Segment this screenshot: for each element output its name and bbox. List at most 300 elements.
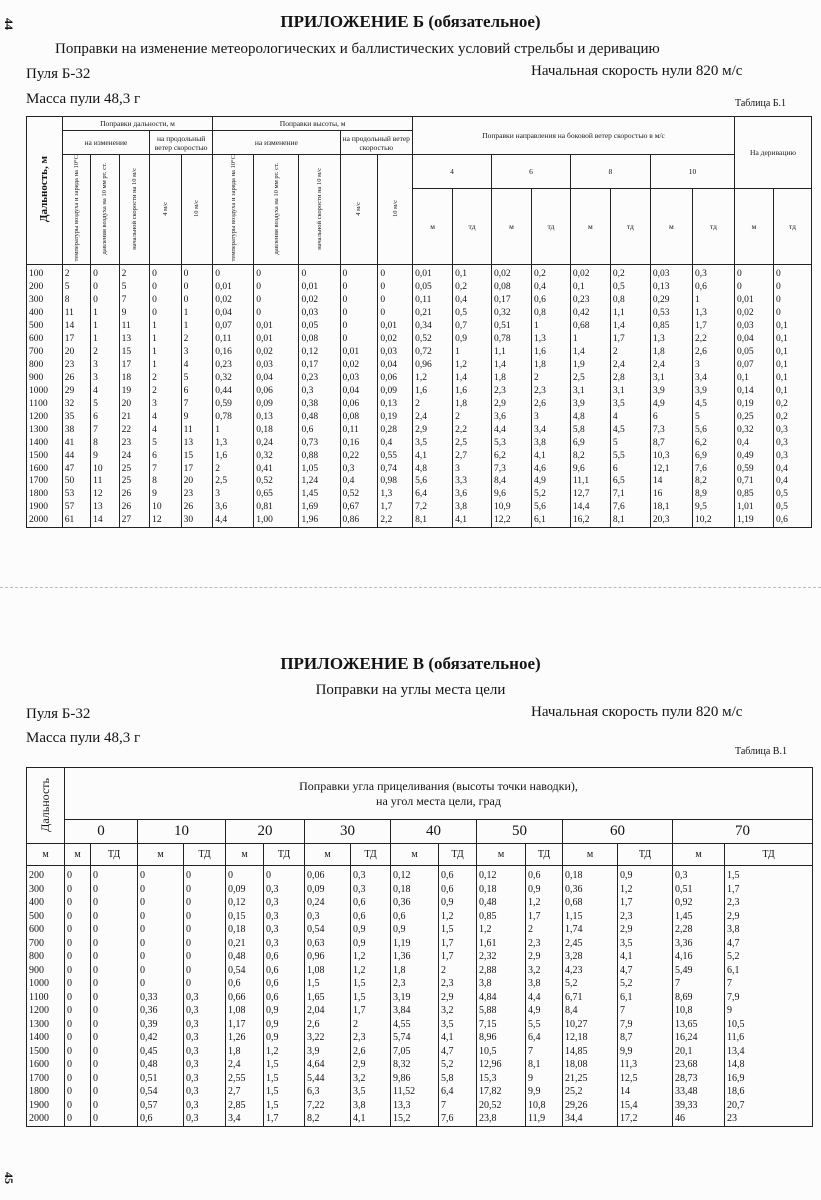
hdr-speed-4: 4 [413, 155, 492, 189]
table-cell: 0,5 [453, 307, 492, 320]
table-cell: 12 [150, 514, 182, 527]
table-cell: 1,19 [391, 937, 439, 951]
table-cell: 0,57 [138, 1099, 184, 1113]
table-cell: 6,4 [413, 488, 453, 501]
table-cell: 0,2 [610, 265, 650, 281]
table-cell: 0,18 [254, 423, 299, 436]
table-cell: 32 [62, 397, 90, 410]
table-row [27, 1018, 813, 1032]
table-cell: 1,7 [618, 896, 673, 910]
table-cell: 0 [184, 910, 226, 924]
table-cell: 0 [735, 265, 774, 281]
table-cell: 4,7 [439, 1045, 477, 1059]
table-cell: 2 [150, 372, 182, 385]
table-cell: 2 [453, 410, 492, 423]
cell-distance: 1400 [27, 1031, 65, 1045]
table-cell: 2 [181, 333, 213, 346]
table-cell: 8,4 [563, 1004, 618, 1018]
table-cell: 0,36 [563, 883, 618, 897]
appendix-v-bullet: Пуля Б-32 [26, 706, 91, 722]
table-cell: 0 [150, 307, 182, 320]
table-cell: 1,5 [264, 1058, 305, 1072]
table-cell: 1,96 [299, 514, 340, 527]
table-cell: 0,09 [378, 384, 413, 397]
table-cell: 1,6 [453, 384, 492, 397]
cell-distance: 1400 [27, 436, 63, 449]
table-cell: 1 [150, 359, 182, 372]
hdr-td: ТД [439, 844, 477, 866]
table-cell: 1,61 [477, 937, 526, 951]
table-cell: 0 [138, 896, 184, 910]
table-cell: 3,36 [673, 937, 725, 951]
hdr-m: м [492, 189, 532, 265]
table-cell: 0,18 [226, 923, 264, 937]
table-cell: 0,9 [264, 1004, 305, 1018]
table-cell: 2 [531, 372, 570, 385]
table-cell: 5,88 [477, 1004, 526, 1018]
table-cell: 5,44 [305, 1072, 351, 1086]
cell-distance: 2000 [27, 1112, 65, 1126]
table-cell: 0,09 [226, 883, 264, 897]
table-cell: 8,1 [526, 1058, 563, 1072]
table-cell: 0 [65, 964, 91, 978]
table-cell: 8 [91, 436, 119, 449]
table-cell: 4,7 [725, 937, 813, 951]
table-cell: 0,04 [213, 307, 254, 320]
table-cell: 6,4 [526, 1031, 563, 1045]
table-cell: 0,1 [773, 320, 811, 333]
table-cell: 0,02 [735, 307, 774, 320]
table-cell: 0,3 [184, 1045, 226, 1059]
hdr-td: ТД [91, 844, 138, 866]
table-cell: 0,04 [254, 372, 299, 385]
hdr-m: м [413, 189, 453, 265]
table-cell: 3 [453, 462, 492, 475]
table-cell: 3,1 [610, 384, 650, 397]
table-cell: 1 [213, 423, 254, 436]
table-cell: 0 [91, 1099, 138, 1113]
table-cell: 0,1 [773, 359, 811, 372]
table-cell: 0,6 [692, 281, 734, 294]
table-cell: 0 [91, 294, 119, 307]
table-cell: 0,6 [264, 977, 305, 991]
table-cell: 0,9 [391, 923, 439, 937]
table-cell: 0,02 [492, 265, 532, 281]
table-cell: 0,85 [650, 320, 692, 333]
table-cell: 0 [773, 307, 811, 320]
table-cell: 1,01 [735, 501, 774, 514]
table-cell: 2 [213, 462, 254, 475]
table-cell: 4,9 [526, 1004, 563, 1018]
appendix-b-title: ПРИЛОЖЕНИЕ Б (обязательное) [280, 12, 541, 31]
table-cell: 9,6 [570, 462, 610, 475]
table-cell: 1,24 [299, 475, 340, 488]
table-cell: 5 [610, 436, 650, 449]
table-cell: 1,65 [305, 991, 351, 1005]
table-cell: 5 [181, 372, 213, 385]
table-cell: 7,6 [439, 1112, 477, 1126]
table-cell: 0,2 [773, 397, 811, 410]
table-cell: 0 [91, 1018, 138, 1032]
table-cell: 0,66 [226, 991, 264, 1005]
table-cell: 0 [340, 294, 378, 307]
table-cell: 15,4 [618, 1099, 673, 1113]
table-cell: 9,5 [692, 501, 734, 514]
table-cell: 0 [254, 294, 299, 307]
table-cell: 0,5 [773, 501, 811, 514]
cell-distance: 800 [27, 950, 65, 964]
table-cell: 0,9 [264, 1031, 305, 1045]
cell-distance: 2000 [27, 514, 63, 527]
table-cell: 3,5 [351, 1085, 391, 1099]
table-cell: 8,2 [692, 475, 734, 488]
table-cell: 4,9 [650, 397, 692, 410]
table-cell: 2,5 [570, 372, 610, 385]
table-cell: 7 [618, 1004, 673, 1018]
table-cell: 0 [773, 294, 811, 307]
table-cell: 1 [692, 294, 734, 307]
table-cell: 0,3 [184, 1072, 226, 1086]
table-cell: 0 [91, 281, 119, 294]
table-cell: 0,02 [340, 359, 378, 372]
table-cell: 29,26 [563, 1099, 618, 1113]
table-cell: 0,18 [391, 883, 439, 897]
table-cell: 5 [119, 281, 150, 294]
col-range-velocity: начальной скорости на 10 м/с [130, 167, 138, 250]
cell-distance: 200 [27, 281, 63, 294]
table-cell: 12,7 [570, 488, 610, 501]
table-cell: 14,8 [725, 1058, 813, 1072]
table-cell: 0,3 [184, 1112, 226, 1126]
table-cell: 4 [91, 384, 119, 397]
table-cell: 2,4 [413, 410, 453, 423]
table-cell: 2,6 [351, 1045, 391, 1059]
hdr-m: м [305, 844, 351, 866]
table-cell: 0 [91, 1058, 138, 1072]
table-cell: 5,6 [531, 501, 570, 514]
table-cell: 3,1 [650, 372, 692, 385]
table-cell: 4,6 [531, 462, 570, 475]
appendix-v-title: ПРИЛОЖЕНИЕ В (обязательное) [280, 654, 541, 673]
table-cell: 0,4 [340, 475, 378, 488]
table-cell: 9 [119, 307, 150, 320]
table-cell: 0,52 [340, 488, 378, 501]
table-b1 [26, 116, 812, 528]
table-cell: 10,5 [477, 1045, 526, 1059]
table-row [27, 883, 813, 897]
table-cell: 0,3 [305, 910, 351, 924]
table-cell: 0,06 [305, 866, 351, 883]
table-cell: 0,32 [213, 372, 254, 385]
table-cell: 0,3 [264, 937, 305, 951]
table-cell: 12,18 [563, 1031, 618, 1045]
table-cell: 0 [150, 265, 182, 281]
table-cell: 3,4 [226, 1112, 264, 1126]
table-cell: 18,1 [650, 501, 692, 514]
table-row [27, 910, 813, 924]
table-cell: 5,8 [570, 423, 610, 436]
cell-distance: 700 [27, 937, 65, 951]
table-cell: 1 [150, 346, 182, 359]
table-cell: 1,00 [254, 514, 299, 527]
table-cell: 28,73 [673, 1072, 725, 1086]
table-cell: 5 [91, 397, 119, 410]
table-cell: 1,5 [351, 977, 391, 991]
table-cell: 0,3 [184, 1058, 226, 1072]
table-cell: 0,1 [773, 346, 811, 359]
table-row [27, 964, 813, 978]
table-cell: 0,18 [477, 883, 526, 897]
table-cell: 57 [62, 501, 90, 514]
table-cell: 25 [119, 462, 150, 475]
table-cell: 1,5 [264, 1072, 305, 1086]
table-cell: 20 [119, 397, 150, 410]
table-cell: 7,3 [650, 423, 692, 436]
table-cell: 0,3 [184, 1099, 226, 1113]
table-cell: 26 [119, 501, 150, 514]
table-cell: 7 [119, 294, 150, 307]
table-cell: 3,6 [492, 410, 532, 423]
table-cell: 1,1 [610, 307, 650, 320]
table-row [27, 397, 812, 410]
table-cell: 2 [439, 964, 477, 978]
table-cell: 0,54 [226, 964, 264, 978]
table-cell: 6,1 [725, 964, 813, 978]
table-cell: 0,88 [299, 449, 340, 462]
table-cell: 41 [62, 436, 90, 449]
table-cell: 3,8 [477, 977, 526, 991]
table-cell: 0,4 [531, 281, 570, 294]
table-cell: 0 [138, 964, 184, 978]
table-row [27, 462, 812, 475]
table-cell: 5,8 [439, 1072, 477, 1086]
table-cell: 1,45 [673, 910, 725, 924]
table-cell: 1,7 [351, 1004, 391, 1018]
table-cell: 1,2 [618, 883, 673, 897]
hdr-td: ТД [184, 844, 226, 866]
table-cell: 47 [62, 462, 90, 475]
table-cell: 0,49 [735, 449, 774, 462]
table-cell: 1,3 [692, 307, 734, 320]
angle-60: 60 [563, 820, 673, 844]
table-cell: 17,82 [477, 1085, 526, 1099]
table-cell: 8,4 [492, 475, 532, 488]
table-cell: 0 [254, 265, 299, 281]
table-cell: 21 [119, 410, 150, 423]
table-cell: 3,9 [650, 384, 692, 397]
table-row [27, 991, 813, 1005]
col-height-pressure: давления воздуха на 10 мм рт. ст. [272, 162, 280, 255]
table-cell: 0,33 [138, 991, 184, 1005]
table-cell: 0,3 [264, 910, 305, 924]
table-cell: 0,6 [264, 991, 305, 1005]
table-cell: 0,03 [340, 372, 378, 385]
cell-distance: 1600 [27, 462, 63, 475]
table-cell: 0,59 [735, 462, 774, 475]
cell-distance: 1500 [27, 1045, 65, 1059]
table-cell: 0 [299, 265, 340, 281]
table-cell: 0,3 [673, 866, 725, 883]
appendix-b-table-label: Таблица Б.1 [735, 98, 787, 109]
table-cell: 1,6 [413, 384, 453, 397]
table-cell: 0 [65, 923, 91, 937]
table-cell: 2 [413, 397, 453, 410]
table-cell: 17 [119, 359, 150, 372]
table-cell: 1,8 [492, 372, 532, 385]
table-cell: 0 [91, 950, 138, 964]
table-cell: 0,14 [735, 384, 774, 397]
table-cell: 3,5 [439, 1018, 477, 1032]
table-cell: 1 [150, 333, 182, 346]
table-cell: 14,85 [563, 1045, 618, 1059]
table-cell: 0,42 [570, 307, 610, 320]
table-cell: 10 [91, 462, 119, 475]
table-cell: 0,1 [773, 333, 811, 346]
table-cell: 0 [181, 281, 213, 294]
table-row [27, 501, 812, 514]
table-row [27, 359, 812, 372]
appendix-b-bullet: Пуля Б-32 [26, 66, 91, 82]
cell-distance: 500 [27, 320, 63, 333]
table-cell: 11 [91, 475, 119, 488]
table-cell: 33,48 [673, 1085, 725, 1099]
hdr-range-corr: Поправки дальности, м [62, 117, 212, 131]
table-cell: 8,2 [570, 449, 610, 462]
table-cell: 7 [181, 397, 213, 410]
table-cell: 2 [62, 265, 90, 281]
table-cell: 0,01 [413, 265, 453, 281]
hdr-speed-6: 6 [492, 155, 571, 189]
table-cell: 0 [91, 977, 138, 991]
table-cell: 0 [65, 937, 91, 951]
table-cell: 9 [725, 1004, 813, 1018]
table-cell: 4 [150, 423, 182, 436]
table-cell: 1,8 [531, 359, 570, 372]
cell-distance: 1900 [27, 1099, 65, 1113]
table-cell: 7 [439, 1099, 477, 1113]
table-cell: 0 [181, 294, 213, 307]
table-cell: 0,9 [439, 896, 477, 910]
table-cell: 3,8 [453, 501, 492, 514]
table-cell: 0,1 [453, 265, 492, 281]
table-cell: 0 [254, 307, 299, 320]
table-cell: 1,5 [351, 991, 391, 1005]
table-cell: 0,52 [413, 333, 453, 346]
table-cell: 0 [65, 896, 91, 910]
table-cell: 2 [150, 384, 182, 397]
table-cell: 6,9 [692, 449, 734, 462]
table-cell: 7,6 [610, 501, 650, 514]
table-cell: 2,32 [477, 950, 526, 964]
table-cell: 23 [62, 359, 90, 372]
table-cell: 1 [531, 320, 570, 333]
table-cell: 5,6 [413, 475, 453, 488]
table-cell: 1,8 [453, 397, 492, 410]
table-cell: 0,4 [773, 475, 811, 488]
angle-40: 40 [391, 820, 477, 844]
table-cell: 8,9 [692, 488, 734, 501]
table-cell: 1,74 [563, 923, 618, 937]
table-row [27, 950, 813, 964]
table-cell: 0 [340, 281, 378, 294]
table-cell: 0,6 [439, 883, 477, 897]
table-cell: 11 [181, 423, 213, 436]
table-cell: 0 [138, 883, 184, 897]
table-cell: 1,2 [264, 1045, 305, 1059]
table-row [27, 265, 812, 281]
table-cell: 29 [62, 384, 90, 397]
table-cell: 0,01 [340, 346, 378, 359]
table-cell: 0,15 [226, 910, 264, 924]
angle-30: 30 [305, 820, 391, 844]
table-cell: 1 [91, 320, 119, 333]
table-cell: 3,2 [351, 1072, 391, 1086]
hdr-td: тд [610, 189, 650, 265]
cell-distance: 1200 [27, 410, 63, 423]
table-cell: 0 [378, 281, 413, 294]
table-cell: 20,3 [650, 514, 692, 527]
table-row [27, 1058, 813, 1072]
table-cell: 2,2 [453, 423, 492, 436]
table-cell: 35 [62, 410, 90, 423]
hdr-speed-10: 10 [650, 155, 734, 189]
table-cell: 1 [91, 333, 119, 346]
table-cell: 4,4 [526, 991, 563, 1005]
table-cell: 12,1 [650, 462, 692, 475]
table-cell: 0 [65, 1004, 91, 1018]
table-cell: 0,17 [299, 359, 340, 372]
table-cell: 17 [181, 462, 213, 475]
table-cell: 1,2 [351, 950, 391, 964]
table-cell: 0 [91, 964, 138, 978]
table-cell: 0,52 [254, 475, 299, 488]
table-cell: 1,05 [299, 462, 340, 475]
table-cell: 4,23 [563, 964, 618, 978]
cell-distance: 1800 [27, 488, 63, 501]
hdr-m: м [477, 844, 526, 866]
table-cell: 0 [226, 866, 264, 883]
table-cell: 18,08 [563, 1058, 618, 1072]
table-cell: 13 [181, 436, 213, 449]
table-cell: 3,9 [305, 1045, 351, 1059]
table-cell: 1,08 [226, 1004, 264, 1018]
table-row [27, 384, 812, 397]
table-cell: 14 [62, 320, 90, 333]
table-cell: 0 [340, 333, 378, 346]
table-cell: 0 [65, 991, 91, 1005]
table-cell: 0,02 [254, 346, 299, 359]
table-cell: 2,55 [226, 1072, 264, 1086]
table-cell: 0,23 [299, 372, 340, 385]
table-cell: 9,6 [492, 488, 532, 501]
table-cell: 27 [119, 514, 150, 527]
table-cell: 5,74 [391, 1031, 439, 1045]
cell-distance: 400 [27, 896, 65, 910]
table-cell: 1,4 [453, 372, 492, 385]
table-cell: 8,1 [413, 514, 453, 527]
table-cell: 0 [65, 1085, 91, 1099]
table-cell: 4,4 [492, 423, 532, 436]
table-cell: 0,3 [692, 265, 734, 281]
table-cell: 0,07 [735, 359, 774, 372]
table-cell: 3,8 [351, 1099, 391, 1113]
table-cell: 15 [181, 449, 213, 462]
table-cell: 0,04 [735, 333, 774, 346]
table-cell: 0 [150, 281, 182, 294]
table-cell: 6,9 [570, 436, 610, 449]
table-cell: 61 [62, 514, 90, 527]
cell-distance: 1600 [27, 1058, 65, 1072]
